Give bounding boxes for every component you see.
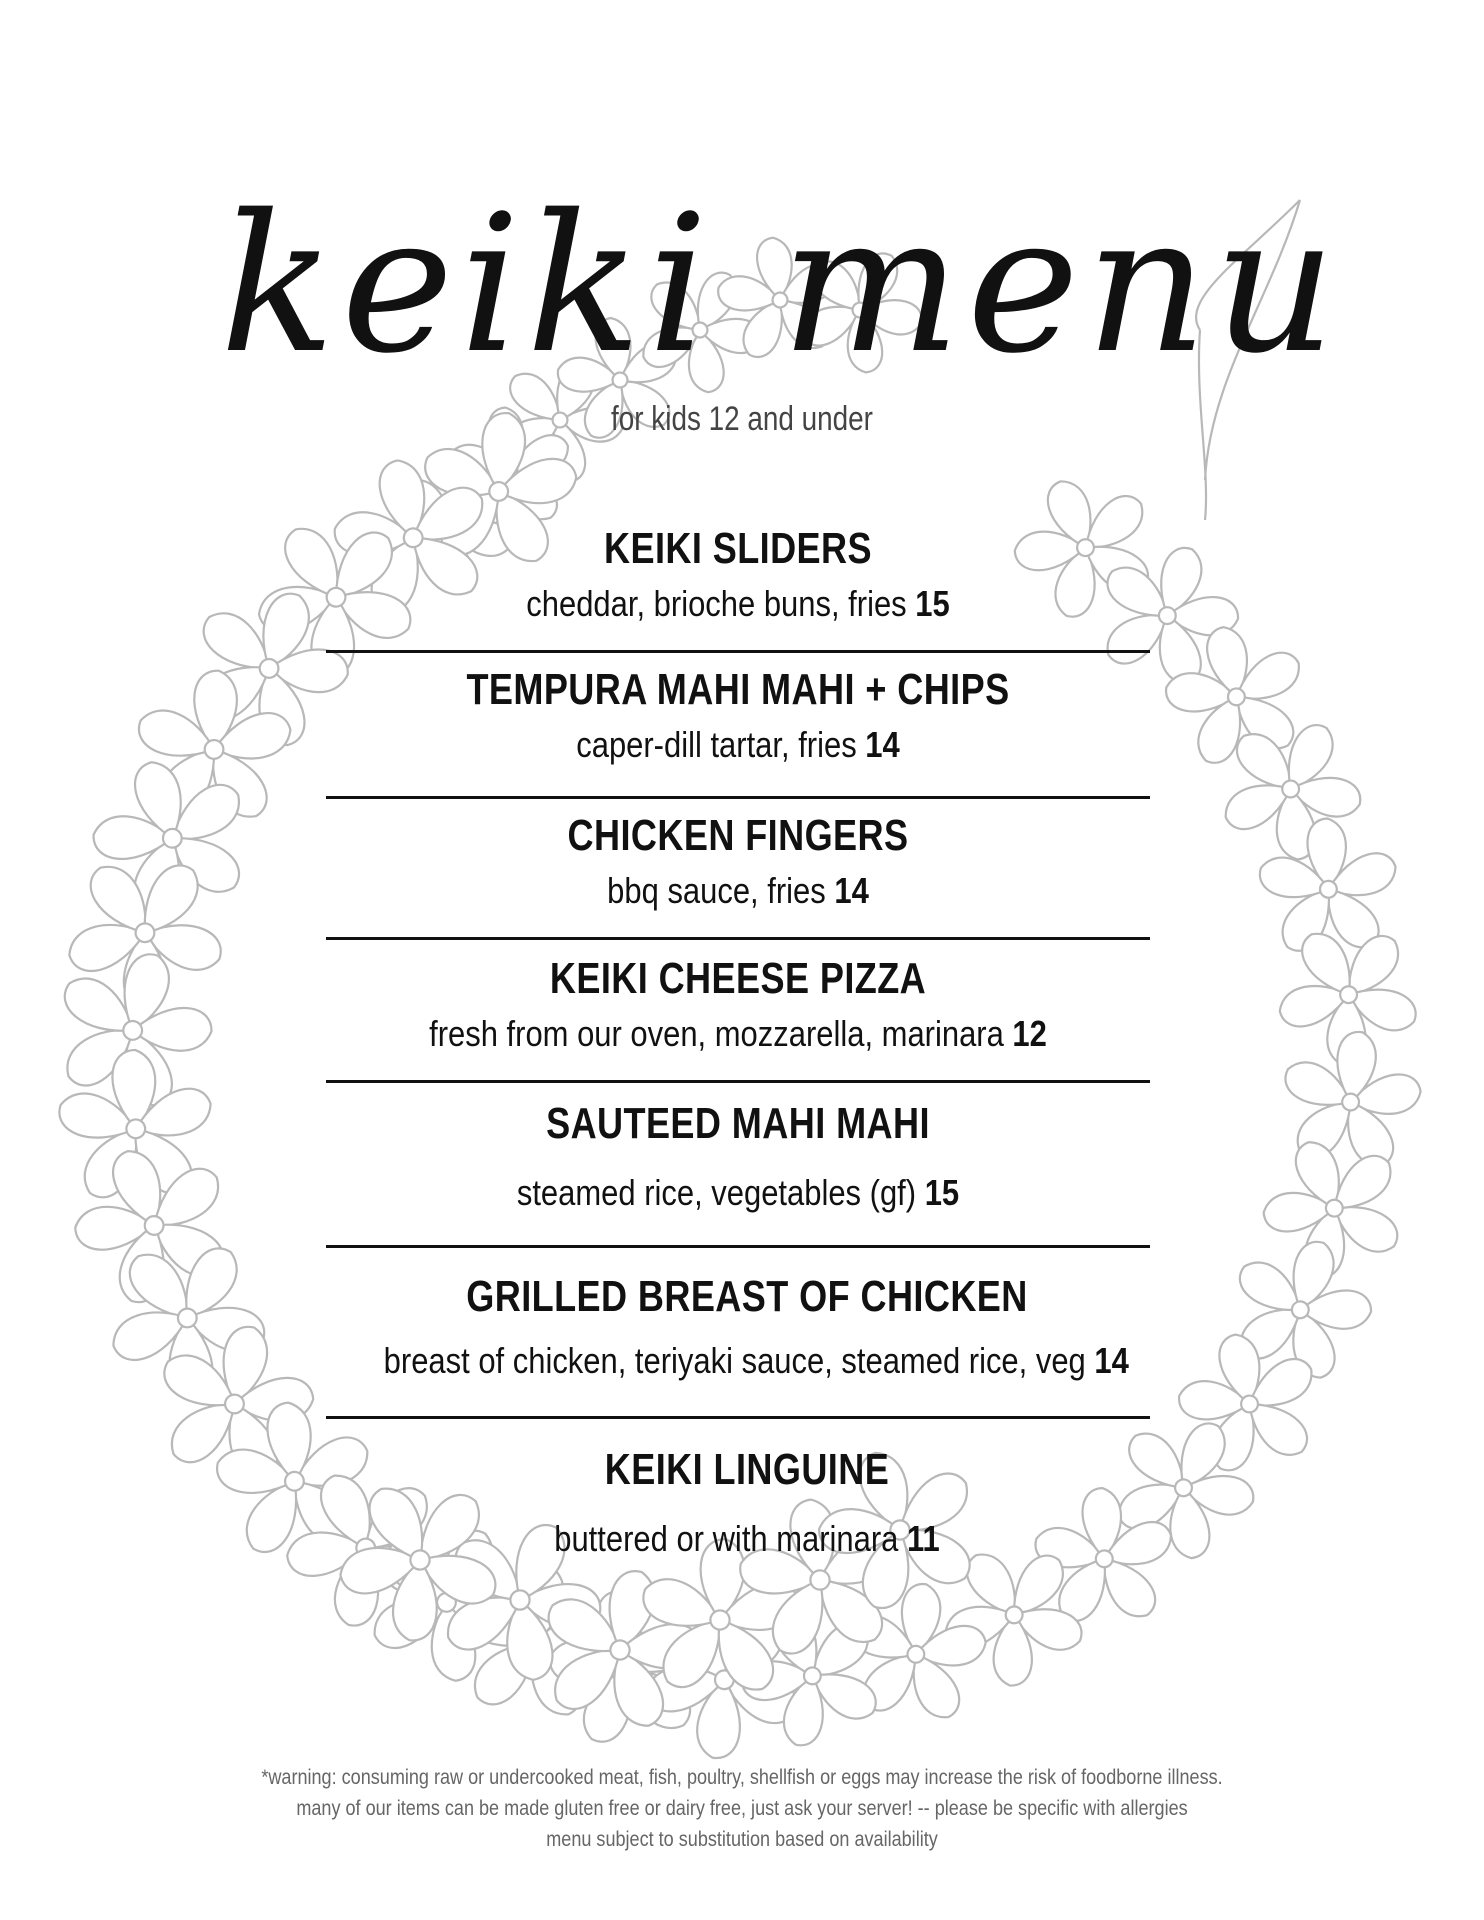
menu-item — [326, 940, 1150, 1080]
menu-item-description: fresh from our oven, mozzarella, marinara 12 — [429, 1013, 1047, 1054]
menu-item-name: SAUTEED MAHI MAHI — [546, 1099, 930, 1148]
menu-item-price: 14 — [834, 870, 869, 911]
menu-subtitle: for kids 12 and under — [611, 400, 873, 438]
menu-item — [326, 653, 1150, 796]
menu-item-description: caper-dill tartar, fries 14 — [576, 724, 900, 765]
menu-item — [326, 510, 1150, 650]
footer-line: menu subject to substitution based on availability — [546, 1828, 938, 1851]
menu-item-description: buttered or with marinara 11 — [554, 1518, 940, 1559]
menu-item-name: KEIKI LINGUINE — [604, 1445, 890, 1494]
menu-item-description: cheddar, brioche buns, fries 15 — [526, 583, 950, 624]
menu-item-price: 12 — [1012, 1013, 1047, 1054]
plumeria-flower — [1262, 1013, 1440, 1193]
menu-item-name: GRILLED BREAST OF CHICKEN — [466, 1272, 1028, 1321]
menu-item — [326, 1419, 1150, 1589]
menu-item-description: steamed rice, vegetables (gf) 15 — [516, 1172, 960, 1213]
menu-title: keiki menu — [220, 174, 1342, 395]
footer-line: *warning: consuming raw or undercooked meat, fish, poultry, shellfish or eggs may increase the risk of foodborne illness. — [261, 1766, 1223, 1789]
menu-item-name: KEIKI SLIDERS — [604, 524, 872, 573]
menu-item-description: bbq sauce, fries 14 — [607, 870, 869, 911]
menu-item-price: 11 — [907, 1518, 940, 1559]
menu-item-list — [326, 510, 1150, 1589]
menu-item-name: CHICKEN FINGERS — [567, 811, 909, 860]
allergy-warning-footer — [0, 1762, 1484, 1855]
menu-item-price: 15 — [915, 583, 950, 624]
menu-item-price: 15 — [924, 1172, 960, 1213]
footer-line: many of our items can be made gluten free or dairy free, just ask your server! -- please be specific with allergies — [296, 1797, 1188, 1820]
menu-item-description: breast of chicken, teriyaki sauce, steamed rice, veg 14 — [383, 1340, 1129, 1381]
menu-item — [326, 799, 1150, 937]
menu-item-price: 14 — [1094, 1340, 1129, 1381]
menu-item-price: 14 — [865, 724, 900, 765]
menu-item — [326, 1083, 1150, 1245]
menu-item-name: KEIKI CHEESE PIZZA — [549, 954, 927, 1003]
menu-item — [326, 1248, 1150, 1416]
menu-item-name: TEMPURA MAHI MAHI + CHIPS — [466, 665, 1010, 714]
